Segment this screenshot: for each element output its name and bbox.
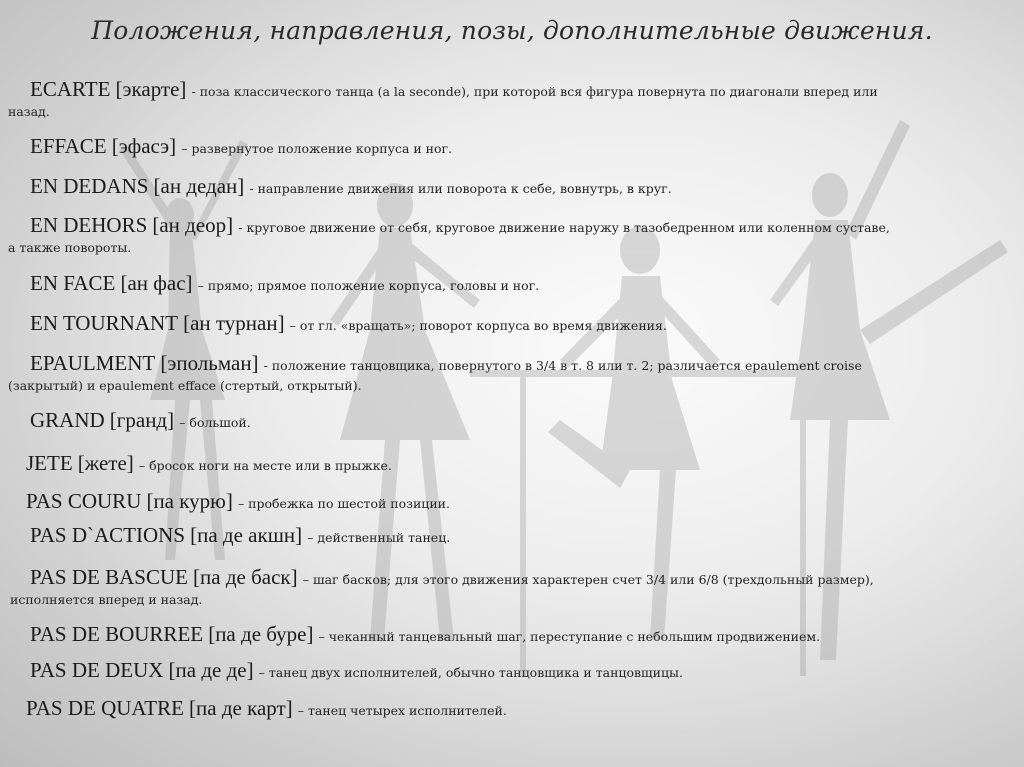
glossary-entry-jete (26, 450, 1014, 476)
entry-term: PAS COURU (26, 489, 142, 513)
entry-translit: [па де акшн] (190, 523, 303, 547)
entry-term: PAS DE DEUX (30, 658, 164, 682)
glossary-entry-pas-dactions (30, 522, 1018, 548)
entry-definition: – чеканный танцевальный шаг, переступание с небольшим продвижением. (318, 629, 821, 644)
entry-term: EN DEDANS (30, 174, 149, 198)
entry-term: ECARTE (30, 77, 111, 101)
glossary-entry-ecarte (8, 76, 1018, 120)
entry-continuation: а также повороты. (8, 240, 132, 256)
entry-definition: - круговое движение от себя, круговое движение наружу в тазобедренном или коленном суставе, (238, 220, 890, 235)
entry-term: JETE (26, 451, 73, 475)
entry-definition: – бросок ноги на месте или в прыжке. (138, 458, 392, 473)
entry-definition: – танец четырех исполнителей. (297, 703, 507, 718)
glossary-entry-en-dedans (30, 173, 1018, 199)
entry-definition: – от гл. «вращать»; поворот корпуса во время движения. (289, 318, 667, 333)
entry-term: EN DEHORS (30, 213, 148, 237)
page-title: Положения, направления, позы, дополнительные движения. (91, 16, 933, 45)
glossary-entry-en-face (30, 270, 1018, 296)
entry-definition: – действенный танец. (307, 530, 451, 545)
entry-term: EN FACE (30, 271, 116, 295)
entry-term: PAS DE BOURREE (30, 622, 204, 646)
entry-definition: – прямо; прямое положение корпуса, головы и ног. (197, 278, 540, 293)
glossary-entry-efface (30, 133, 1018, 159)
entry-translit: [экарте] (115, 77, 187, 101)
entry-translit: [ан турнан] (183, 311, 285, 335)
glossary-entry-en-tournant (30, 310, 1018, 336)
glossary-entry-pas-de-deux (30, 657, 1018, 683)
entry-definition: - поза классического танца (a la seconde), при которой вся фигура повернута по диагонали вперед или (191, 84, 878, 99)
glossary-entry-pas-de-quatre (26, 695, 1014, 721)
entry-definition: – пробежка по шестой позиции. (237, 496, 450, 511)
entry-definition: – развернутое положение корпуса и ног. (181, 141, 453, 156)
entry-definition: - направление движения или поворота к себе, вовнутрь, в круг. (249, 181, 672, 196)
entry-translit: [ан фас] (120, 271, 193, 295)
entry-translit: [па де карт] (189, 696, 293, 720)
entry-term: EFFACE (30, 134, 107, 158)
glossary-entry-pas-de-bourree (30, 621, 1018, 647)
entry-translit: [жете] (77, 451, 134, 475)
entry-translit: [ан деор] (152, 213, 234, 237)
entry-term: PAS DE QUATRE (26, 696, 184, 720)
glossary-entry-epaulment (8, 350, 1018, 394)
entry-term: EPAULMENT (30, 351, 156, 375)
entry-translit: [эпольман] (160, 351, 259, 375)
entry-continuation: исполняется вперед и назад. (10, 592, 203, 608)
entry-definition: – шаг басков; для этого движения характерен счет 3/4 или 6/8 (трехдольный размер), (302, 572, 874, 587)
glossary-entry-en-dehors (8, 212, 1018, 256)
entry-translit: [па курю] (146, 489, 233, 513)
glossary-entry-pas-de-bascue (10, 564, 1018, 608)
entry-translit: [па де буре] (208, 622, 314, 646)
entry-term: PAS DE BASCUE (30, 565, 188, 589)
entry-term: EN TOURNANT (30, 311, 178, 335)
entry-translit: [па де де] (168, 658, 254, 682)
entry-definition: – танец двух исполнителей, обычно танцовщика и танцовщицы. (258, 665, 683, 680)
entry-definition: – большой. (179, 415, 251, 430)
entry-continuation: (закрытый) и epaulement efface (стертый, открытый). (8, 378, 362, 394)
glossary-entry-pas-couru (26, 488, 1014, 514)
entry-term: PAS D`ACTIONS (30, 523, 186, 547)
entry-term: GRAND (30, 408, 105, 432)
entry-translit: [па де баск] (193, 565, 298, 589)
glossary-entry-grand (30, 407, 1018, 433)
entry-continuation: назад. (8, 104, 50, 120)
entry-definition: - положение танцовщика, повернутого в 3/4 в т. 8 или т. 2; различается epaulement croise (263, 358, 862, 373)
entry-translit: [гранд] (109, 408, 175, 432)
entry-translit: [эфасэ] (111, 134, 177, 158)
entry-translit: [ан дедан] (153, 174, 245, 198)
